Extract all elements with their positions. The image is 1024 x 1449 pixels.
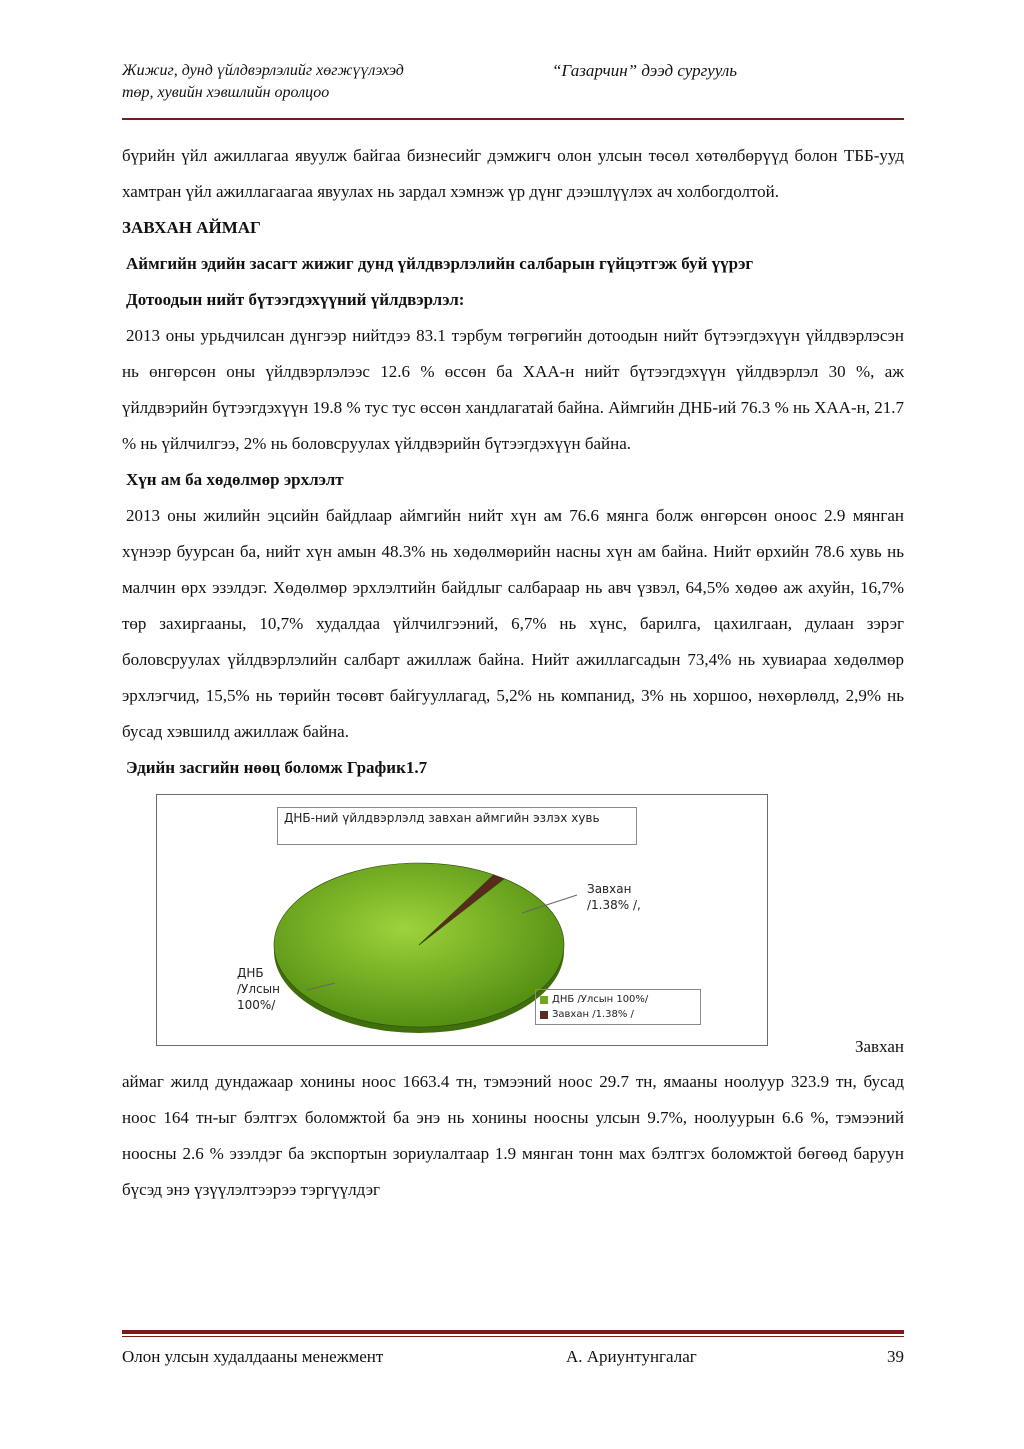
legend-swatch-zavkhan — [540, 1011, 548, 1019]
legend-swatch-dnb — [540, 996, 548, 1004]
legend-item-zavkhan — [540, 1007, 696, 1022]
subheading-resources: Эдийн засгийн нөөц боломж График1.7 — [126, 758, 428, 777]
chart-legend — [535, 989, 701, 1025]
subheading-gdp: Дотоодын нийт бүтээгдэхүүний үйлдвэрлэл: — [126, 290, 465, 309]
header-right: “Газарчин” дээд сургууль — [552, 61, 738, 80]
subheading-population: Хүн ам ба хөдөлмөр эрхлэлт — [126, 470, 344, 489]
paragraph-intro: бүрийн үйл ажиллагаа явуулж байгаа бизнесийг дэмжигч олон улсын төсөл хөтөлбөрүүд болон ТББ-ууд хамтран үйл ажиллагаагаа явуулах нь зардал хэмнэж үр дүнг дээшлүүлэх ач холбогдолтой. — [122, 146, 904, 201]
legend-label-dnb: ДНБ /Улсын 100%/ — [552, 994, 649, 1005]
legend-label-zavkhan: Завхан /1.38% / — [552, 1009, 634, 1020]
header-left — [122, 60, 404, 104]
heading-aimag: ЗАВХАН АЙМАГ — [122, 218, 261, 237]
paragraph-population: 2013 оны жилийн эцсийн байдлаар аймгийн нийт хүн ам 76.6 мянга болж өнгөрсөн оноос 2.9 мянган хүнээр буурсан ба, нийт хүн амын 48.3% нь хөдөлмөрийн насны хүн ам байна. Нийт өрхийн 78.6 хувь нь малчин өрх эзэлдэг. Хөдөлмөр эрхлэлтийн байдлыг салбараар нь авч үзвэл, 64,5% хөдөө аж ахуйн, 16,7% төр захиргааны, 10,7% худалдаа үйлчилгээний, 6,7% нь хүнс, барилга, цахилгаан, дулаан зэрэг боловсруулах үйлдвэрлэлийн салбарт ажиллаж байна. Нийт ажиллагсадын 73,4% нь хувиараа хөдөлмөр эрхлэгчид, 15,5% нь төрийн төсөвт байгууллагад, 5,2% нь компанид, 3% нь хоршоо, нөхөрлөлд, 2,9% нь бусад хэвшилд ажиллаж байна. — [122, 506, 904, 741]
chart-title: ДНБ-ний үйлдвэрлэлд завхан аймгийн эзлэх хувь — [277, 807, 637, 845]
page-content — [122, 138, 904, 1208]
subheading-role: Аймгийн эдийн засагт жижиг дунд үйлдвэрлэлийн салбарын гүйцэтгэж буй үүрэг — [126, 254, 754, 273]
label-zavkhan: Завхан /1.38% /, — [587, 882, 641, 912]
footer-author: А. Ариунтунгалаг — [566, 1347, 697, 1366]
footer-course: Олон улсын худалдааны менежмент — [122, 1347, 384, 1366]
paragraph-gdp: 2013 оны урьдчилсан дүнгээр нийтдээ 83.1 тэрбум төгрөгийн дотоодын нийт бүтээгдэхүүн үйлдвэрлэсэн нь өнгөрсөн оны үйлдвэрлэлээс 12.6 % өссөн ба ХАА-н нийт бүтээгдэхүүн үйлдвэрлэл 30 %, аж үйлдвэрийн бүтээгдэхүүн 19.8 % тус тус өссөн хандлагатай байна. Аймгийн ДНБ-ий 76.3 % нь ХАА-н, 21.7 % нь үйлчилгээ, 2% нь боловсруулах үйлдвэрийн бүтээгдэхүүн байна. — [122, 326, 904, 453]
paragraph-after-chart: аймаг жилд дундажаар хонины ноос 1663.4 тн, тэмээний ноос 29.7 тн, ямааны ноолуур 323.9 тн, бусад ноос 164 тн-ыг бэлтгэх боломжтой ба энэ нь хонины ноосны улсын 9.7%, ноолуурын 6.6 %, тэмээний ноосны 2.6 % эзэлдэг ба экспортын зориулалтаар 1.9 мянган тонн мах бэлтгэх боломжтой бөгөөд баруун бүсэд энэ үзүүлэлтээрээ тэргүүлдэг — [122, 1072, 904, 1199]
page-number: 39 — [887, 1347, 904, 1366]
label-dnb: ДНБ /Улсын 100%/ — [237, 966, 280, 1012]
footer-rule-thick — [122, 1330, 904, 1334]
page-footer — [122, 1346, 904, 1370]
header-left-line2: төр, хувийн хэвшлийн оролцоо — [122, 84, 330, 101]
chart-block — [122, 786, 904, 1064]
footer-rule-thin — [122, 1336, 904, 1337]
pie-chart-frame — [156, 794, 768, 1046]
header-left-line1: Жижиг, дунд үйлдвэрлэлийг хөгжүүлэхэд — [122, 62, 404, 79]
legend-item-dnb — [540, 992, 696, 1007]
chart-side-word: Завхан — [854, 1037, 904, 1056]
header-rule — [122, 118, 904, 120]
page-header — [122, 60, 904, 110]
